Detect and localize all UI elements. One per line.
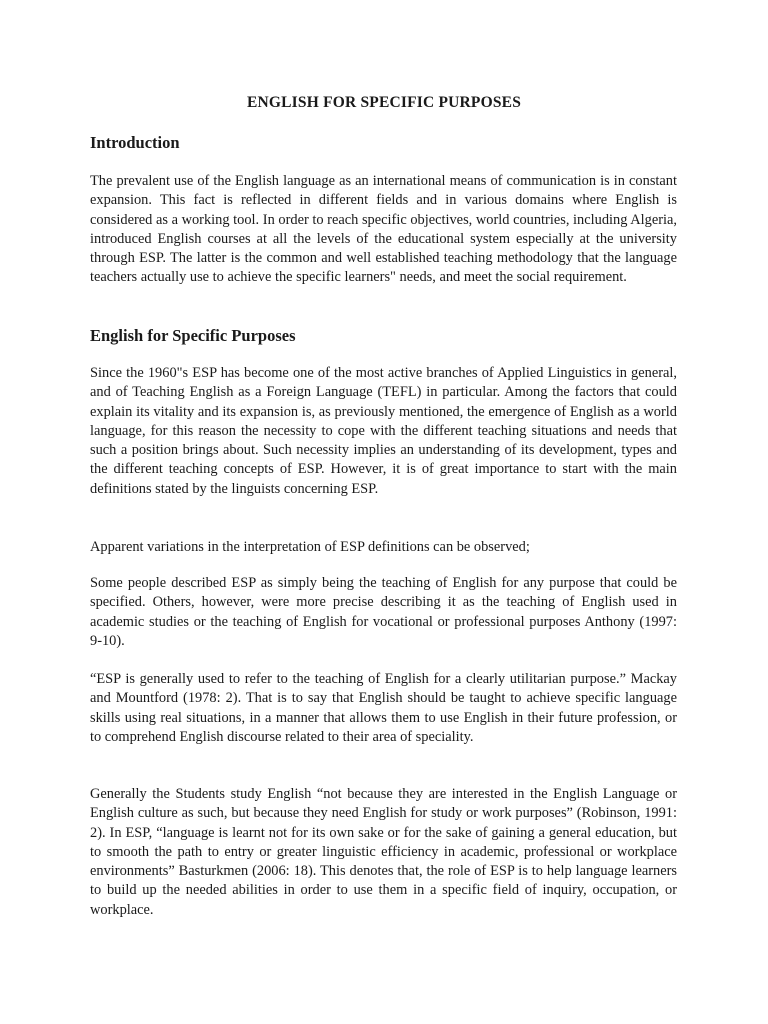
esp-paragraph-5: Generally the Students study English “not because they are interested in the English Language or English culture as such, but because they need English for study or work purposes” (Robinson, 1991: 2). In ESP, “language is learnt not for its own sake or for the sake of gaining a general education, but to smooth the path to entry or greater linguistic efficiency in academic, professional or workplace environments” Basturkmen (2006: 18). This denotes that, the role of ESP is to help language learners to build up the needed abilities in order to use them in a specific field of inquiry, occupation, or workplace. (90, 786, 677, 918)
introduction-paragraph: The prevalent use of the English language as an international means of communication is in constant expansion. This fact is reflected in different fields and in various domains where English is considered as a working tool. In order to reach specific objectives, world countries, including Algeria, introduced English courses at all the levels of the educational system especially at the university through ESP. The latter is the common and well established teaching methodology that the language teachers actually use to achieve the specific learners" needs, and meet the social requirement. (90, 173, 677, 286)
section-heading-introduction: Introduction (90, 133, 180, 152)
document-title: ENGLISH FOR SPECIFIC PURPOSES (246, 94, 522, 111)
esp-paragraph-4: “ESP is generally used to refer to the teaching of English for a clearly utilitarian purpose.” Mackay and Mountford (1978: 2). That is to say that English should be taught to achieve specific language skills using real situations, in a manner that allows them to use English in their future profession, or to comprehend English discourse related to their area of speciality. (90, 671, 677, 745)
esp-paragraph-2: Apparent variations in the interpretation of ESP definitions can be observed; (90, 539, 530, 555)
esp-paragraph-1: Since the 1960"s ESP has become one of the most active branches of Applied Linguistics in general, and of Teaching English as a Foreign Language (TEFL) in particular. Among the factors that could explain its vitality and its expansion is, as previously mentioned, the emergence of English as a world language, for this reason the necessity to cope with the different teaching situations and needs that such a position brings about. Such necessity implies an understanding of its development, types and the different teaching concepts of ESP. However, it is of great importance to start with the main definitions stated by the linguists concerning ESP. (90, 365, 677, 497)
section-heading-esp: English for Specific Purposes (90, 326, 296, 345)
esp-paragraph-3: Some people described ESP as simply being the teaching of English for any purpose that could be specified. Others, however, were more precise describing it as the teaching of English used in academic studies or the teaching of English for vocational or professional purposes Anthony (1997: 9-10). (90, 575, 677, 649)
